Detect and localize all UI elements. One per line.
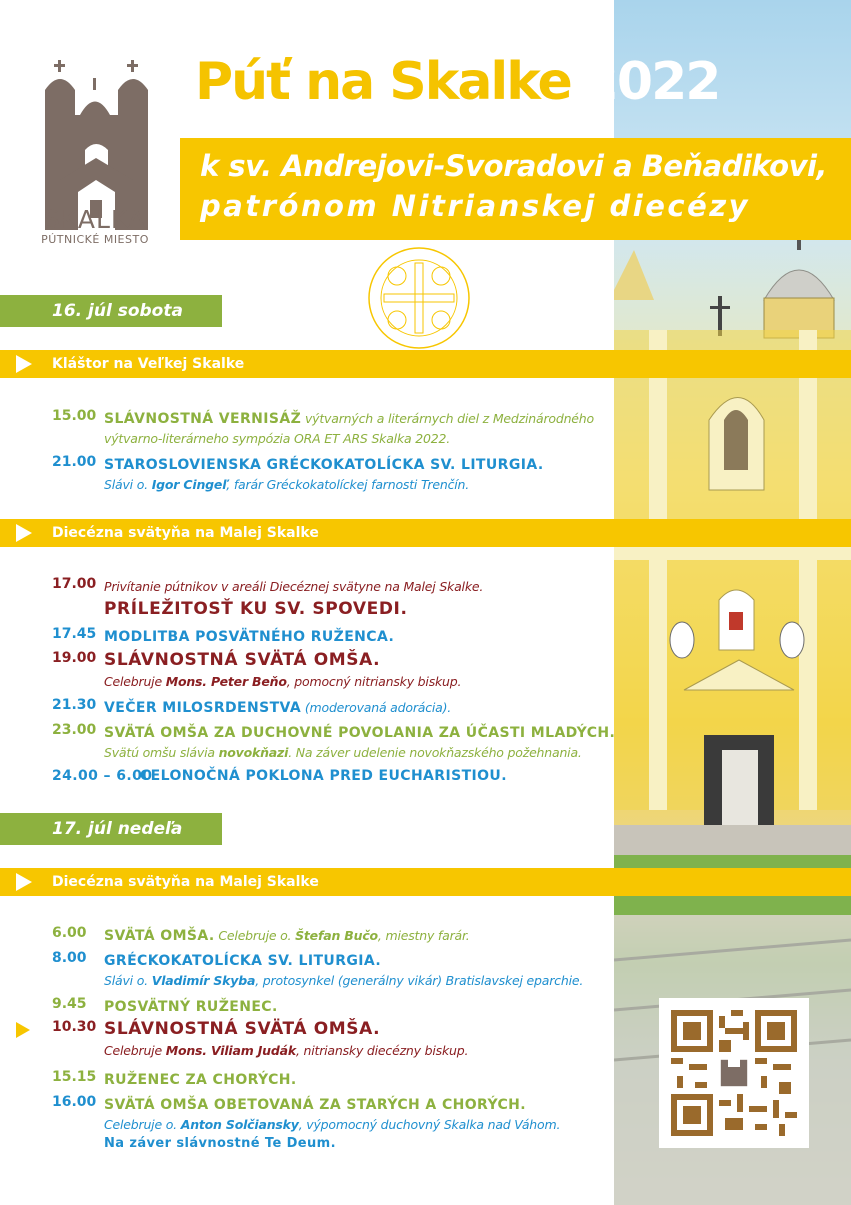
event-text: [104, 925, 470, 944]
event-text: [104, 996, 278, 1015]
desc-bold: novokňazi: [218, 745, 289, 760]
title-main: Púť na Skalke: [195, 52, 571, 112]
event-desc-line2: [104, 674, 461, 689]
event-text: [104, 722, 615, 760]
location-name: Diecézna svätyňa na Malej Skalke: [52, 525, 319, 541]
event-text: [104, 1019, 468, 1058]
event-title: SLÁVNOSTNÁ SVÄTÁ OMŠA.: [104, 1019, 381, 1039]
play-arrow-icon: [16, 524, 32, 542]
subtitle-line-2: patrónom Nitrianskej diecézy: [200, 189, 751, 223]
event-desc-line3: Na záver slávnostné Te Deum.: [104, 1136, 336, 1151]
desc-pre: Celebruje o.: [214, 928, 296, 943]
event-time: 15.00: [52, 408, 97, 424]
event-desc: (moderovaná adorácia).: [301, 700, 452, 715]
event-text: [104, 1069, 297, 1088]
desc-bold: Mons. Viliam Judák: [165, 1043, 296, 1058]
event-text: [104, 576, 483, 619]
desc-pre: Celebruje: [104, 674, 166, 689]
current-event-arrow-icon: [16, 1022, 30, 1038]
play-arrow-icon: [16, 873, 32, 891]
event-desc: Privítanie pútnikov v areáli Diecéznej svätyne na Malej Skalke.: [104, 579, 484, 594]
event-title: SLÁVNOSTNÁ SVÄTÁ OMŠA.: [104, 650, 381, 670]
event-time: 9.45: [52, 996, 87, 1012]
event-time: 15.15: [52, 1069, 97, 1085]
event-time: 21.30: [52, 697, 97, 713]
event-desc-line2: [104, 1117, 560, 1132]
event-title: MODLITBA POSVÄTNÉHO RUŽENCA.: [104, 629, 395, 645]
desc-pre: Slávi o.: [104, 973, 152, 988]
event-title: CELONOČNÁ POKLONA PRED EUCHARISTIOU.: [140, 768, 507, 784]
qr-code-icon[interactable]: [659, 998, 809, 1148]
event-text: [104, 950, 583, 988]
desc-pre: Celebruje: [104, 1043, 166, 1058]
logo-name: SKALKA: [44, 205, 146, 234]
event-title: STAROSLOVIENSKA GRÉCKOKATOLÍCKA SV. LITURGIA.: [104, 457, 544, 473]
event-desc-line2: [104, 477, 544, 492]
event-time: 21.00: [52, 454, 97, 470]
event-title: VEČER MILOSRDENSTVA: [104, 700, 302, 716]
location-band: [0, 519, 851, 547]
event-desc-line2: [104, 745, 615, 760]
event-time: 17.00: [52, 576, 97, 592]
event-time: 6.00: [52, 925, 87, 941]
location-name: Kláštor na Veľkej Skalke: [52, 356, 245, 372]
logo-subtitle: PÚTNICKÉ MIESTO: [41, 233, 149, 246]
subtitle: [200, 146, 827, 226]
desc-pre: Celebruje o.: [104, 1117, 181, 1132]
event-desc: výtvarných a literárnych diel z Medzinárodného: [301, 411, 594, 426]
day-label-2: 17. júl nedeľa: [0, 813, 222, 845]
event-title: SVÄTÁ OMŠA OBETOVANÁ ZA STARÝCH A CHORÝCH.: [104, 1097, 526, 1113]
subtitle-line-1: k sv. Andrejovi-Svoradovi a Beňadikovi,: [200, 149, 827, 183]
event-title: POSVÄTNÝ RUŽENEC.: [104, 999, 278, 1015]
desc-post: , miestny farár.: [377, 928, 470, 943]
desc-post: , nitriansky diecézny biskup.: [295, 1043, 469, 1058]
desc-bold: Štefan Bučo: [295, 928, 378, 943]
desc-bold: Igor Cingeľ: [151, 477, 227, 492]
location-band: [0, 868, 851, 896]
location-name: Diecézna svätyňa na Malej Skalke: [52, 874, 319, 890]
event-text: [104, 454, 544, 492]
title-year: 2022: [582, 52, 720, 112]
event-time: 16.00: [52, 1094, 97, 1110]
event-desc-line2: [104, 1043, 468, 1058]
event-desc-line2: [104, 973, 583, 988]
event-time: 23.00: [52, 722, 97, 738]
play-arrow-icon: [16, 355, 32, 373]
event-text: [104, 697, 451, 716]
desc-post: , pomocný nitriansky biskup.: [286, 674, 462, 689]
desc-post: . Na záver udelenie novokňazského požehnania.: [288, 745, 582, 760]
event-text: [104, 408, 594, 446]
desc-pre: Svätú omšu slávia: [104, 745, 219, 760]
event-time: 10.30: [52, 1019, 97, 1035]
desc-post: , farár Gréckokatolíckej farnosti Trenčín.: [226, 477, 470, 492]
desc-bold: Anton Solčiansky: [180, 1117, 299, 1132]
event-title: RUŽENEC ZA CHORÝCH.: [104, 1072, 297, 1088]
desc-bold: Vladimír Skyba: [151, 973, 256, 988]
event-text: [104, 626, 394, 645]
event-time: 24.00 – 6.00: [52, 768, 153, 784]
event-title: SVÄTÁ OMŠA.: [104, 928, 215, 944]
location-band: [0, 350, 851, 378]
event-title: SLÁVNOSTNÁ VERNISÁŽ: [104, 411, 302, 427]
saint-benedict-medal-icon: [364, 243, 474, 353]
event-time: 17.45: [52, 626, 97, 642]
desc-pre: Slávi o.: [104, 477, 152, 492]
day-label-1: 16. júl sobota: [0, 295, 222, 327]
event-time: 19.00: [52, 650, 97, 666]
qr-code-drawing: [671, 1010, 797, 1136]
desc-post: , výpomocný duchovný Skalka nad Váhom.: [298, 1117, 561, 1132]
event-title: PRÍLEŽITOSŤ KU SV. SPOVEDI.: [104, 599, 408, 619]
event-title: SVÄTÁ OMŠA ZA DUCHOVNÉ POVOLANIA ZA ÚČASTI MLADÝCH.: [104, 725, 616, 741]
event-desc-line2: výtvarno-literárneho sympózia ORA ET ARS Skalka 2022.: [104, 431, 451, 446]
event-title: GRÉCKOKATOLÍCKA SV. LITURGIA.: [104, 953, 382, 969]
desc-post: , protosynkel (generálny vikár) Bratislavskej eparchie.: [255, 973, 584, 988]
event-text: [104, 1094, 560, 1151]
page-title: [195, 52, 719, 112]
desc-bold: Mons. Peter Beňo: [165, 674, 287, 689]
event-text: [104, 650, 461, 689]
event-time: 8.00: [52, 950, 87, 966]
